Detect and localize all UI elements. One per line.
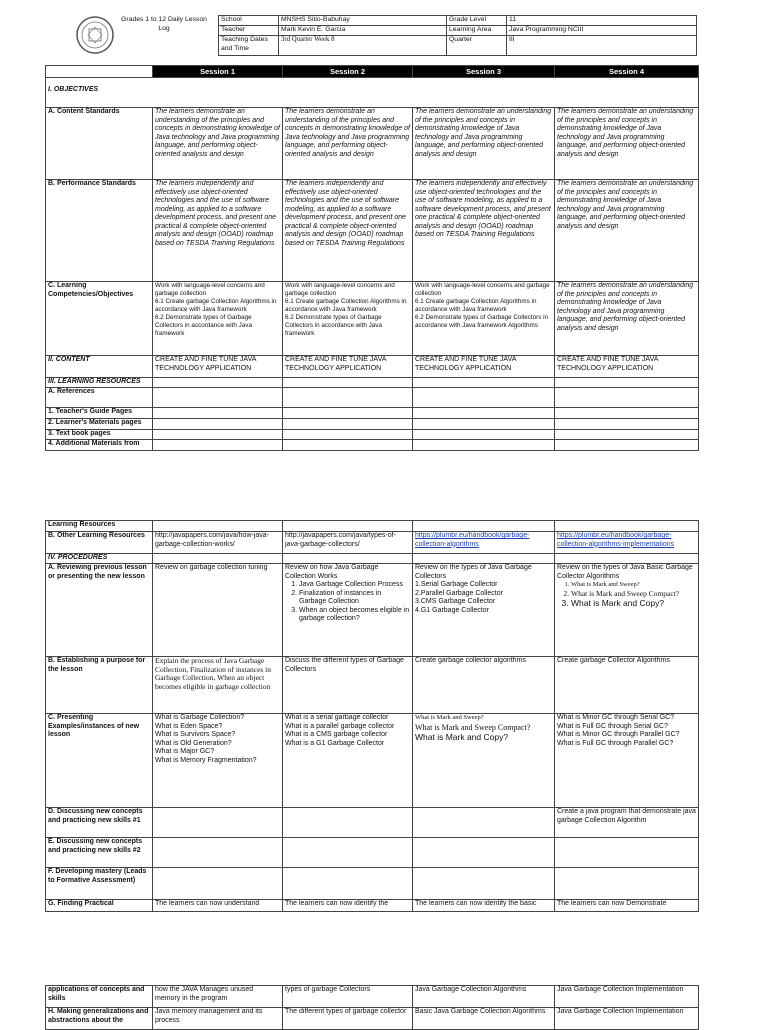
reviewing-s2-item: 1. Java Garbage Collection Process [299, 581, 410, 590]
generalizations-s4: Java Garbage Collection Implementation [555, 1008, 699, 1030]
purpose-s2: Discuss the different types of Garbage Collectors [283, 657, 413, 714]
references-label: A. References [46, 388, 153, 408]
content-standards-label: A. Content Standards [46, 108, 153, 180]
content-standards-s4: The learners demonstrate an understanding of the principles and concepts in demonstrating knowledge of Java technology and Java programming language, and performing object-oriented analysis and design [555, 108, 699, 180]
content-s1: CREATE AND FINE TUNE JAVA TECHNOLOGY APPLICATION [153, 356, 283, 378]
content-standards-s2: The learners demonstrate an understanding of the principles and concepts in demonstrating knowledge of Java technology and Java programming language, and performing object-oriented analysis and design [283, 108, 413, 180]
applications-s4: Java Garbage Collection Implementation [555, 986, 699, 1008]
resource-link-s4[interactable]: https://plumbr.eu/handbook/garbage-collection-algorithms-implementations [555, 532, 699, 554]
session-2-header: Session 2 [283, 66, 413, 78]
reviewing-s4-item: 1. What is Mark and Sweep? [571, 581, 696, 590]
finding-practical-s4: The learners can now Demonstrate [555, 900, 699, 912]
presenting-s1: What is Garbage Collection? What is Eden Space? What is Survivors Space? What is Old Generation? What is Major GC? What is Memory Fragmentation? [153, 714, 283, 808]
reviewing-s3: Review on the types of Java Garbage Collectors 1.Serial Garbage Collector 2.Parallel Garbage Collector 3.CMS Garbage Collector 4.G1 Garbage Collector [413, 564, 555, 657]
presenting-s4: What is Minor GC through Serial GC? What is Full GC through Serial GC? What is Minor GC through Parallel GC? What is Full GC through Parallel GC? [555, 714, 699, 808]
quarter-label: Quarter [447, 36, 507, 56]
objectives-heading: I. OBJECTIVES [46, 78, 699, 108]
teachers-guide-label: 1. Teacher's Guide Pages [46, 408, 153, 419]
applications-s2: types of garbage Collectors [283, 986, 413, 1008]
resource-link-s2[interactable]: http://javapapers.com/java/types-of-java-garbage-collectors/ [283, 532, 413, 554]
content-standards-s3: The learners demonstrate an understanding of the principles and concepts in demonstrating knowledge of Java technology and Java programming language, and performing object-oriented analysis and design [413, 108, 555, 180]
content-s4: CREATE AND FINE TUNE JAVA TECHNOLOGY APPLICATION [555, 356, 699, 378]
content-s3: CREATE AND FINE TUNE JAVA TECHNOLOGY APPLICATION [413, 356, 555, 378]
purpose-s3: Create garbage collector algorithms [413, 657, 555, 714]
presenting-s3 [413, 714, 555, 808]
reviewing-s4-intro: Review on the types of Java Basic Garbage Collector Algorithms [557, 564, 693, 580]
developing-mastery-label: F. Developing mastery (Leads to Formative Assessment) [46, 868, 153, 900]
school-label: School [219, 16, 279, 26]
learning-resources-label: III. LEARNING RESOURCES [46, 378, 153, 388]
session-1-header: Session 1 [153, 66, 283, 78]
presenting-label: C. Presenting Examples/instances of new lesson [46, 714, 153, 808]
school-value: MNSHS Sitio-Babuhay [279, 16, 447, 26]
performance-standards-s1: The learners independently and effectively use object-oriented technologies and the use of software modeling, as applied to a software development process, and present one practical & complete object-oriented analysis and design (OOAD) roadmap based on TESDA Training Regulations [153, 180, 283, 282]
textbook-pages-label: 3. Text book pages [46, 430, 153, 440]
resource-link-s1[interactable]: http://javapapers.com/java/how-java-garbage-collection-works/ [153, 532, 283, 554]
performance-standards-s3: The learners independently and effectively use object-oriented technologies and the use of software modeling, as applied to a software development process, and present one practical & complete object-oriented analysis and design (OOAD) roadmap based on TESDA Training Regulations [413, 180, 555, 282]
area-value: Java Programming NCIII [507, 26, 697, 36]
quarter-value: III [507, 36, 697, 56]
applications-label: applications of concepts and skills [46, 986, 153, 1008]
applications-s3: Java Garbage Collection Algorithms [413, 986, 555, 1008]
discussing-1-s4: Create a java program that demonstrate java garbage Collection Algorithm [555, 808, 699, 838]
area-label: Learning Area [447, 26, 507, 36]
reviewing-s4 [555, 564, 699, 657]
reviewing-s2-intro: Review on how Java Garbage Collection Works [285, 564, 379, 580]
performance-standards-s4: The learners demonstrate an understanding of the principles and concepts in demonstrating knowledge of Java technology and Java programming language, and performing object-oriented analysis and design [555, 180, 699, 282]
header-info-table [218, 15, 697, 56]
finding-practical-s3: The learners can now identify the basic [413, 900, 555, 912]
discussing-1-label: D. Discussing new concepts and practicing new skills #1 [46, 808, 153, 838]
performance-standards-label: B. Performance Standards [46, 180, 153, 282]
reviewing-s2 [283, 564, 413, 657]
applications-s1: how the JAVA Manages unused memory in the program [153, 986, 283, 1008]
presenting-s3-line: What is Mark and Sweep? [415, 714, 484, 721]
finding-practical-label: G. Finding Practical [46, 900, 153, 912]
reviewing-s2-item: 3. When an object becomes eligible in garbage collection? [299, 607, 410, 624]
finding-practical-s1: The learners can now understand [153, 900, 283, 912]
competencies-s2: Work with language-level concerns and garbage collection 6.1 Create garbage Collection Algorithms in accordance with Java framework 6.2 Demonstrate types of Garbage Collectors in accordance with Java framework [283, 282, 413, 356]
competencies-s3: Work with language-level concerns and garbage collection 6.1 Create garbage Collection Algorithms in accordance with Java framework 6.2 Demonstrate types of Garbage Collectors in accordance with Java framework Algorithms [413, 282, 555, 356]
other-resources-label: B. Other Learning Resources [46, 532, 153, 554]
generalizations-s1: Java memory management and its process [153, 1008, 283, 1030]
finding-practical-s2: The learners can now identify the [283, 900, 413, 912]
header-title: Grades 1 to 12 Daily Lesson Log [121, 16, 207, 32]
content-s2: CREATE AND FINE TUNE JAVA TECHNOLOGY APPLICATION [283, 356, 413, 378]
resource-link-s3[interactable]: https://plumbr.eu/handbook/garbage-collection-algorithms [413, 532, 555, 554]
content-label: II. CONTENT [46, 356, 153, 378]
reviewing-s2-item: 2. Finalization of instances in Garbage Collection [299, 590, 410, 607]
teacher-label: Teacher [219, 26, 279, 36]
reviewing-label: A. Reviewing previous lesson or presenting the new lesson [46, 564, 153, 657]
generalizations-s2: The different types of garbage collector [283, 1008, 413, 1030]
procedures-label: IV. PROCEDURES [46, 554, 153, 564]
presenting-s2: What is a serial garbage collector What is a parallel garbage collector What is a CMS garbage collector What is a G1 Garbage Collector [283, 714, 413, 808]
additional-materials-label: 4. Additional Materials from [46, 440, 153, 451]
discussing-2-label: E. Discussing new concepts and practicing new skills #2 [46, 838, 153, 868]
presenting-s3-line: What is Mark and Copy? [415, 731, 509, 742]
lesson-log-table-3 [45, 985, 699, 1030]
lesson-log-table-2 [45, 520, 699, 912]
purpose-label: B. Establishing a purpose for the lesson [46, 657, 153, 714]
performance-standards-s2: The learners independently and effectively use object-oriented technologies and the use of software modeling, as applied to a software development process, and present one practical & complete object-oriented analysis and design (OOAD) roadmap based on TESDA Training Regulations [283, 180, 413, 282]
session-3-header: Session 3 [413, 66, 555, 78]
competencies-s4: The learners demonstrate an understanding of the principles and concepts in demonstrating knowledge of Java technology and Java programming language, and performing object-oriented analysis and design [555, 282, 699, 356]
lr-label: Learning Resources [46, 521, 153, 532]
dates-value: 3rd Quarter Week 8 [279, 36, 447, 56]
grade-value: 11 [507, 16, 697, 26]
blank-corner [46, 66, 153, 78]
session-4-header: Session 4 [555, 66, 699, 78]
reviewing-s1: Review on garbage collection tuning [153, 564, 283, 657]
learners-materials-label: 2. Learner's Materials pages [46, 419, 153, 430]
generalizations-s3: Basic Java Garbage Collection Algorithms [413, 1008, 555, 1030]
competencies-s1: Work with language-level concerns and garbage collection 6.1 Create garbage Collection Algorithms in accordance with Java framework 6.2 Demonstrate types of Garbage Collectors in accordance with Java framework [153, 282, 283, 356]
lesson-log-table-1 [45, 65, 699, 451]
dates-label: Teaching Dates and Time [219, 36, 279, 56]
teacher-value: Mark Kevin E. Garcia [279, 26, 447, 36]
reviewing-s4-item: 2. What is Mark and Sweep Compact? [571, 590, 696, 599]
competencies-label: C. Learning Competencies/Objectives [46, 282, 153, 356]
content-standards-s1: The learners demonstrate an understanding of the principles and concepts in demonstrating knowledge of Java technology and Java programming language, and performing object-oriented analysis and design [153, 108, 283, 180]
purpose-s4: Create garbage Collector Algorithms [555, 657, 699, 714]
deped-seal-logo [75, 15, 115, 55]
grade-label: Grade Level [447, 16, 507, 26]
reviewing-s4-item: 3. What is Mark and Copy? [571, 598, 696, 608]
presenting-s3-line: What is Mark and Sweep Compact? [415, 722, 531, 732]
generalizations-label: H. Making generalizations and abstractions about the [46, 1008, 153, 1030]
purpose-s1: Explain the process of Java Garbage Collection, Finalization of instances in Garbage Collection, When an object becomes eligible in garbage collection [153, 657, 283, 714]
